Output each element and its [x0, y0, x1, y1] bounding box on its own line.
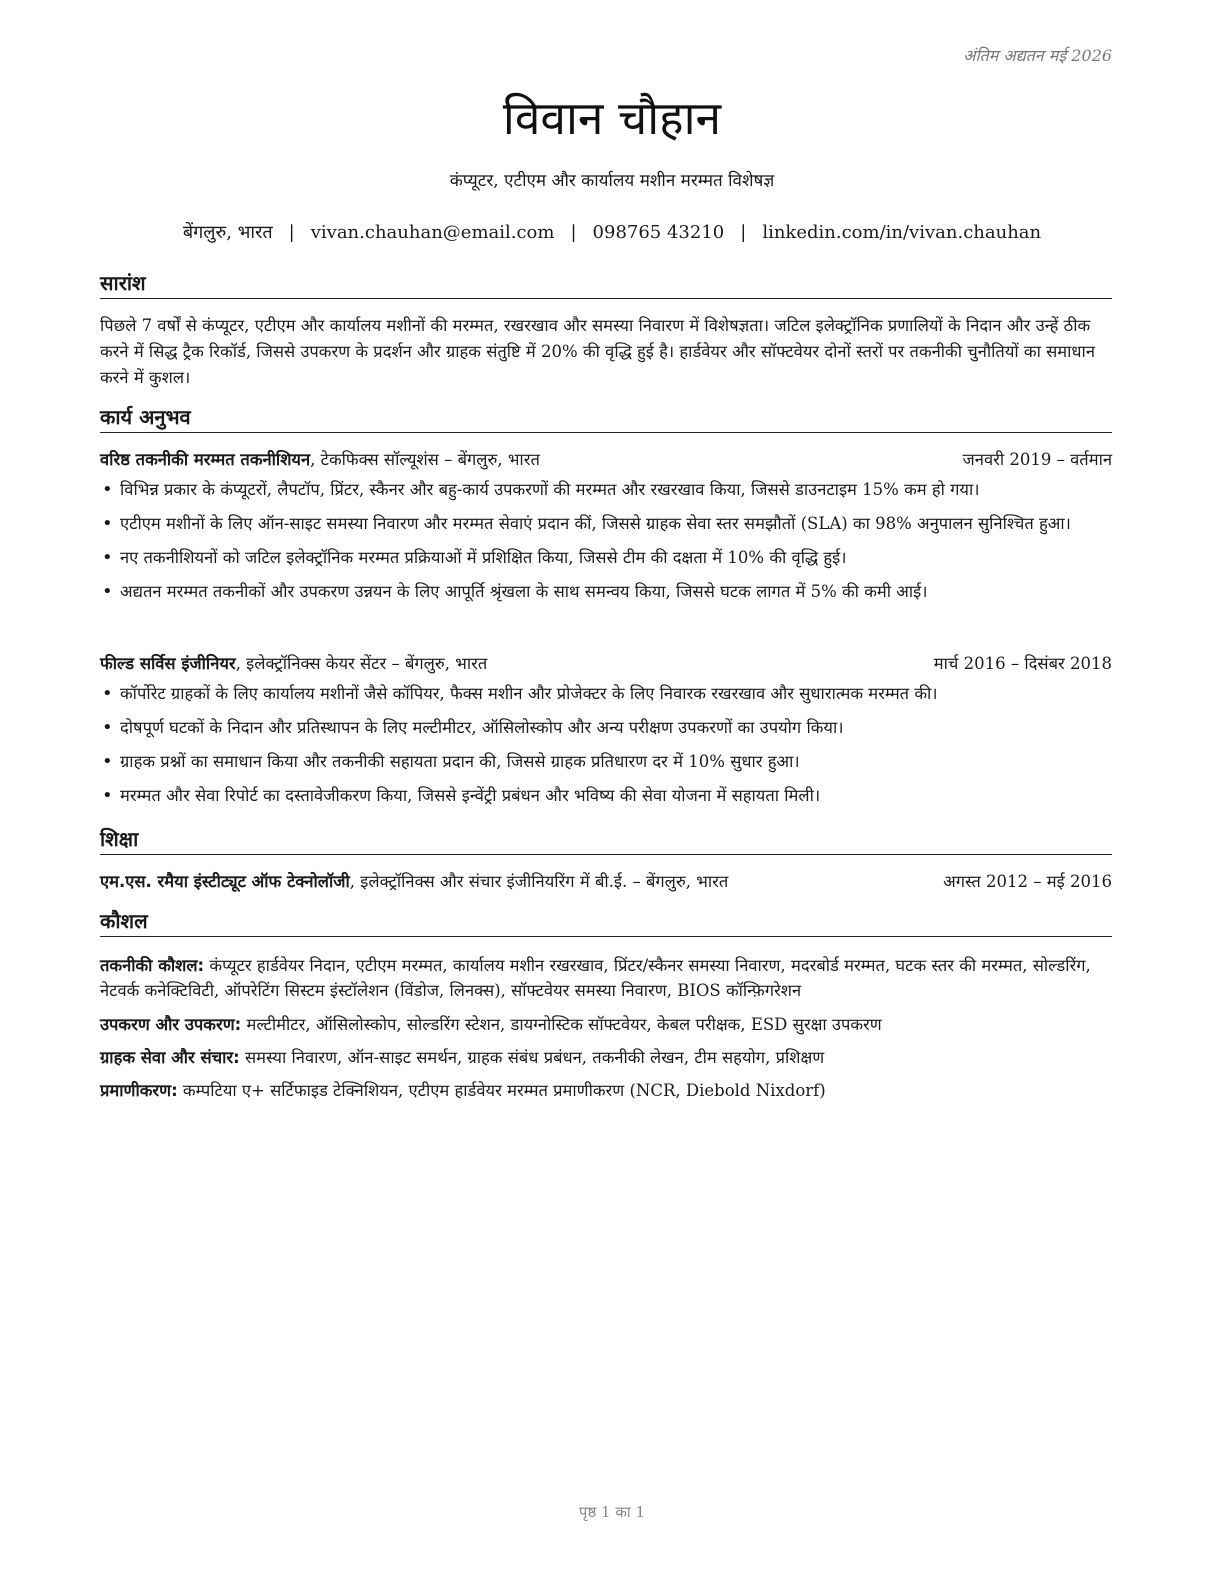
job-bullets — [100, 681, 1112, 817]
phone: 098765 43210 — [592, 222, 725, 243]
headline: कंप्यूटर, एटीएम और कार्यालय मशीन मरम्मत विशेषज्ञ — [449, 171, 775, 191]
skill-row — [100, 1012, 1112, 1037]
job-header — [100, 652, 1112, 676]
list-item: • विभिन्न प्रकार के कंप्यूटरों, लैपटॉप, प्रिंटर, स्कैनर और बहु-कार्य उपकरणों की मरम्मत और रखरखाव किया, जिससे डाउनटाइम 15% कम हो गया। — [100, 477, 1112, 502]
job-role: फील्ड सर्विस इंजीनियर — [100, 654, 236, 673]
section-title-summary: सारांश — [100, 270, 1112, 299]
list-item: • नए तकनीशियनों को जटिल इलेक्ट्रॉनिक मरम्मत प्रक्रियाओं में प्रशिक्षित किया, जिससे टीम की दक्षता में 10% की वृद्धि हुई। — [100, 545, 1112, 570]
skill-label: प्रमाणीकरण: — [100, 1081, 178, 1100]
email-link[interactable]: vivan.chauhan@email.com — [310, 222, 555, 243]
page-number: पृष्ठ 1 का 1 — [578, 1503, 646, 1521]
job-title-line — [100, 652, 487, 676]
skill-row — [100, 953, 1112, 1003]
section-title-skills: कौशल — [100, 908, 1112, 937]
education-dates: अगस्त 2012 – मई 2016 — [943, 872, 1112, 891]
education-entry — [100, 870, 1112, 894]
list-item: • एटीएम मशीनों के लिए ऑन-साइट समस्या निवारण और मरम्मत सेवाएं प्रदान कीं, जिससे ग्राहक सेवा स्तर समझौतों (SLA) का 98% अनुपालन सुनिश्चित हुआ। — [100, 511, 1112, 536]
list-item: • कॉर्पोरेट ग्राहकों के लिए कार्यालय मशीनों जैसे कॉपियर, फैक्स मशीन और प्रोजेक्टर के लिए निवारक रखरखाव और सुधारात्मक मरम्मत की। — [100, 681, 1112, 706]
location: बेंगलुरु, भारत — [182, 222, 273, 243]
job-org: , टेकफिक्स सॉल्यूशंस – बेंगलुरु, भारत — [310, 450, 540, 469]
degree: , इलेक्ट्रॉनिक्स और संचार इंजीनियरिंग में बी.ई. – बेंगलुरु, भारत — [349, 872, 729, 891]
skill-row — [100, 1045, 1112, 1070]
list-item: • दोषपूर्ण घटकों के निदान और प्रतिस्थापन के लिए मल्टीमीटर, ऑसिलोस्कोप और अन्य परीक्षण उपकरणों का उपयोग किया। — [100, 715, 1112, 740]
skill-label: तकनीकी कौशल: — [100, 956, 205, 975]
job-bullets — [100, 477, 1112, 613]
separator: | — [740, 222, 747, 243]
candidate-name: विवान चौहान — [502, 91, 722, 145]
separator: | — [570, 222, 577, 243]
skill-text: समस्या निवारण, ऑन-साइट समर्थन, ग्राहक संबंध प्रबंधन, तकनीकी लेखन, टीम सहयोग, प्रशिक्षण — [239, 1048, 825, 1067]
job-dates: मार्च 2016 – दिसंबर 2018 — [933, 654, 1112, 673]
job-header — [100, 448, 1112, 472]
list-item: • मरम्मत और सेवा रिपोर्ट का दस्तावेजीकरण किया, जिससे इन्वेंट्री प्रबंधन और भविष्य की सेवा योजना में सहायता मिली। — [100, 783, 1112, 808]
skill-row — [100, 1078, 1112, 1103]
job-title-line — [100, 448, 540, 472]
list-item: • ग्राहक प्रश्नों का समाधान किया और तकनीकी सहायता प्रदान की, जिससे ग्राहक प्रतिधारण दर में 10% सुधार हुआ। — [100, 749, 1112, 774]
skill-text: मल्टीमीटर, ऑसिलोस्कोप, सोल्डरिंग स्टेशन, डायग्नोस्टिक सॉफ्टवेयर, केबल परीक्षक, ESD सुरक्षा उपकरण — [241, 1015, 882, 1034]
separator: | — [288, 222, 295, 243]
institution: एम.एस. रमैया इंस्टीट्यूट ऑफ टेक्नोलॉजी — [100, 872, 350, 891]
skill-label: ग्राहक सेवा और संचार: — [100, 1048, 240, 1067]
job-role: वरिष्ठ तकनीकी मरम्मत तकनीशियन — [100, 450, 311, 469]
education-line — [100, 870, 728, 894]
skill-text: कम्पटिया ए+ सर्टिफाइड टेक्निशियन, एटीएम हार्डवेयर मरम्मत प्रमाणीकरण (NCR, Diebold Nixdorf) — [177, 1081, 826, 1100]
last-updated: अंतिम अद्यतन मई 2026 — [963, 46, 1112, 65]
list-item: • अद्यतन मरम्मत तकनीकों और उपकरण उन्नयन के लिए आपूर्ति श्रृंखला के साथ समन्वय किया, जिससे घटक लागत में 5% की कमी आई। — [100, 579, 1112, 604]
linkedin-link[interactable]: linkedin.com/in/vivan.chauhan — [762, 222, 1042, 243]
job-dates: जनवरी 2019 – वर्तमान — [962, 450, 1112, 469]
contact-line — [0, 220, 1224, 244]
section-title-education: शिक्षा — [100, 826, 1112, 855]
skill-label: उपकरण और उपकरण: — [100, 1015, 242, 1034]
job-org: , इलेक्ट्रॉनिक्स केयर सेंटर – बेंगलुरु, भारत — [235, 654, 488, 673]
section-title-experience: कार्य अनुभव — [100, 404, 1112, 433]
skill-text: कंप्यूटर हार्डवेयर निदान, एटीएम मरम्मत, कार्यालय मशीन रखरखाव, प्रिंटर/स्कैनर समस्या निवारण, मदरबोर्ड मरम्मत, घटक स्तर की मरम्मत, सोल्डरिंग, नेटवर्क कनेक्टिविटी, ऑपरेटिंग सिस्टम इंस्टॉलेशन (विंडोज, लिनक्स), सॉफ्टवेयर समस्या निवारण, BIOS कॉन्फ़िगरेशन — [100, 956, 1091, 1000]
summary-text: पिछले 7 वर्षों से कंप्यूटर, एटीएम और कार्यालय मशीनों की मरम्मत, रखरखाव और समस्या निवारण में विशेषज्ञता। जटिल इलेक्ट्रॉनिक प्रणालियों के निदान और उन्हें ठीक करने में सिद्ध ट्रैक रिकॉर्ड, जिससे उपकरण के प्रदर्शन और ग्राहक संतुष्टि में 20% की वृद्धि हुई है। हार्डवेयर और सॉफ्टवेयर दोनों स्तरों पर तकनीकी चुनौतियों का समाधान करने में कुशल। — [100, 316, 1095, 387]
